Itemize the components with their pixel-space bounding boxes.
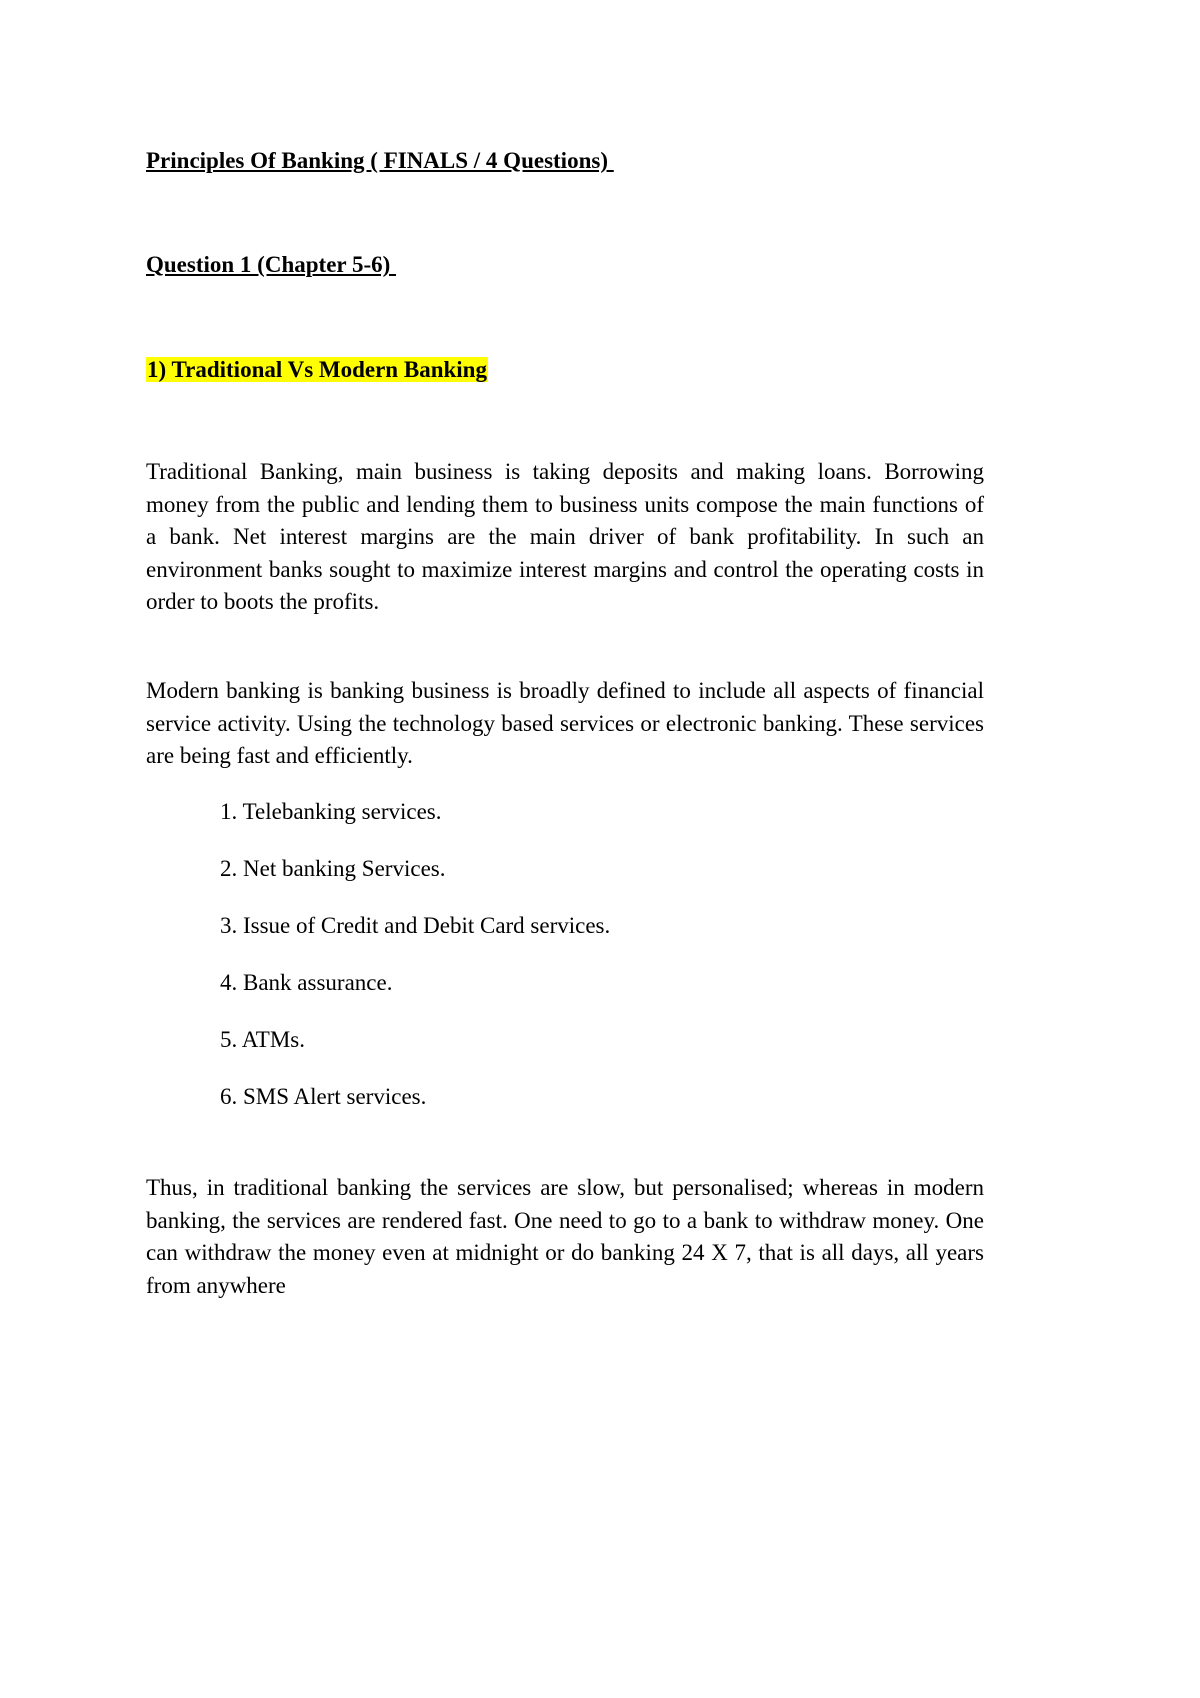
list-item: 6. SMS Alert services.: [220, 1084, 427, 1109]
list-item: 2. Net banking Services.: [220, 856, 446, 881]
section-heading-highlight: 1) Traditional Vs Modern Banking: [147, 357, 487, 382]
paragraph-traditional-banking: Traditional Banking, main business is taking deposits and making loans. Borrowing money from the public and lending them to business units compose the main functions of a bank. Net interest margins are the main driver of bank profitability. In such an environment banks sought to maximize interest margins and control the operating costs in order to boots the profits.: [146, 459, 984, 615]
list-item: 1. Telebanking services.: [220, 799, 442, 824]
paragraph-modern-banking: Modern banking is banking business is broadly defined to include all aspects of financial service activity. Using the technology based services or electronic banking. These services are being fast and efficiently.: [146, 678, 984, 769]
list-item: 3. Issue of Credit and Debit Card services.: [220, 913, 611, 938]
section-heading: [146, 354, 488, 385]
list-item: 5. ATMs.: [220, 1027, 305, 1052]
document-title: Principles Of Banking ( FINALS / 4 Questions): [146, 148, 614, 173]
paragraph-conclusion: Thus, in traditional banking the services are slow, but personalised; whereas in modern banking, the services are rendered fast. One need to go to a bank to withdraw money. One can withdraw the money even at midnight or do banking 24 X 7, that is all days, all years from anywhere: [146, 1175, 984, 1298]
list-item: 4. Bank assurance.: [220, 970, 393, 995]
services-list: [220, 796, 610, 1138]
question-heading: Question 1 (Chapter 5-6): [146, 252, 397, 277]
